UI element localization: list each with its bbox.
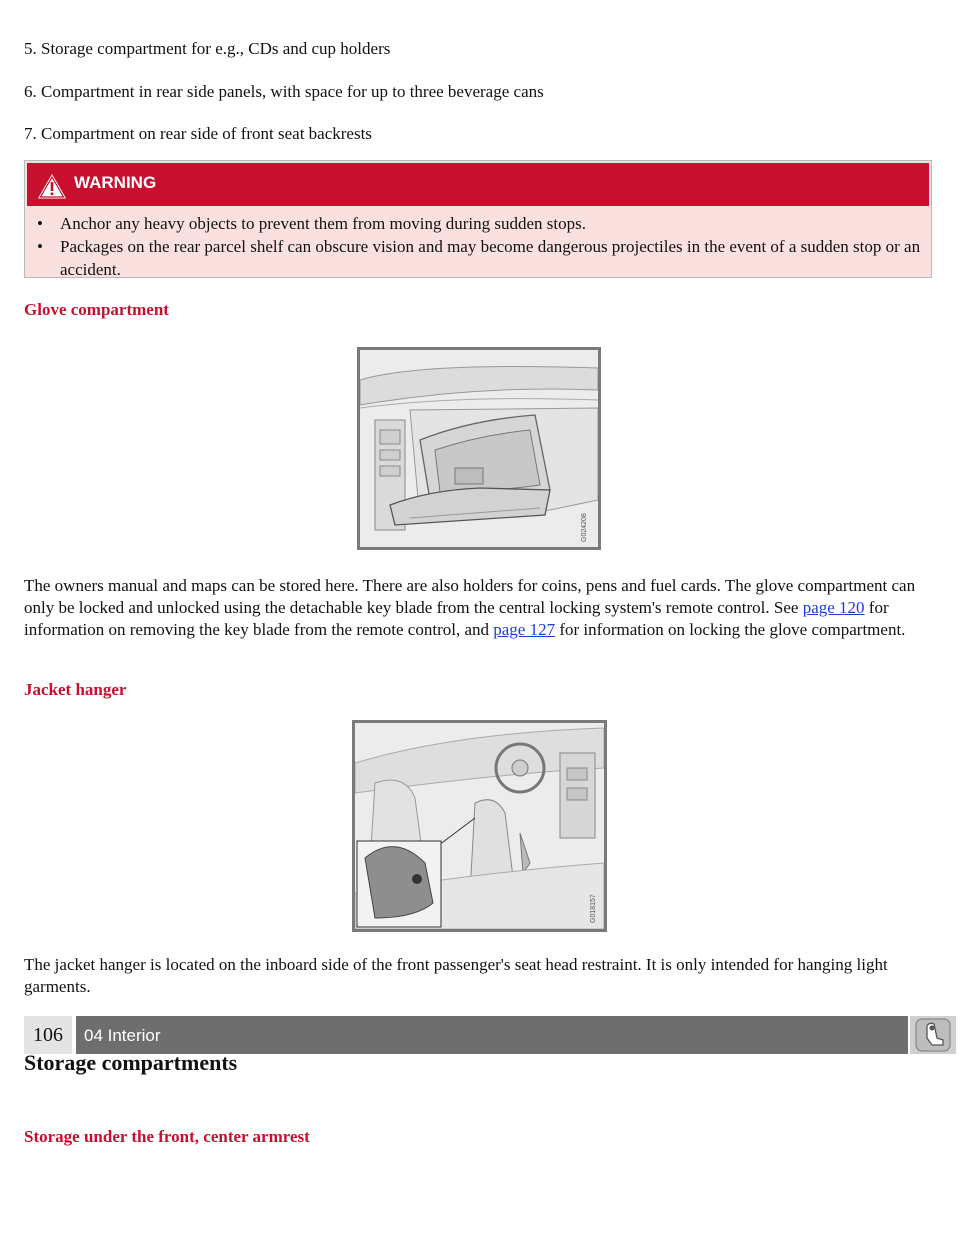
jacket-hanger-illustration — [355, 723, 604, 929]
glove-compartment-figure — [357, 347, 601, 550]
warning-list — [25, 212, 931, 281]
figure-code: G024208 — [581, 513, 588, 542]
page-120-link[interactable]: page 120 — [802, 598, 865, 617]
glove-compartment-text: The owners manual and maps can be stored here. There are also holders for coins, pens and fuel cards. The glove compartment can only be locked and unlocked using the detachable key blade from the central locking system's remote control. See page 120 for information on removing the key blade from the remote control, and page 127 for information on locking the glove compartment. — [24, 576, 916, 639]
jacket-hanger-figure — [352, 720, 607, 932]
figure-code: G018157 — [590, 894, 597, 923]
warning-header — [27, 163, 929, 206]
seat-icon — [910, 1016, 956, 1054]
page-127-link[interactable]: page 127 — [493, 620, 556, 639]
warning-box — [24, 160, 932, 278]
glove-compartment-heading: Glove compartment — [24, 300, 169, 319]
warning-item: • Packages on the rear parcel shelf can obscure vision and may become dangerous projectiles in the event of a sudden stop or an accident. — [33, 235, 931, 281]
warning-triangle-icon — [36, 171, 68, 201]
armrest-storage-heading: Storage under the front, center armrest — [24, 1127, 310, 1146]
warning-item: • Anchor any heavy objects to prevent them from moving during sudden stops. — [33, 212, 931, 235]
jacket-hanger-heading: Jacket hanger — [24, 680, 127, 699]
warning-title: WARNING — [74, 173, 157, 192]
storage-compartments-heading: Storage compartments — [24, 1050, 238, 1075]
page-number: 106 — [24, 1016, 72, 1054]
jacket-hanger-text: The jacket hanger is located on the inboard side of the front passenger's seat head restraint. It is only intended for hanging light garments. — [24, 955, 888, 996]
glove-compartment-illustration — [360, 350, 598, 547]
page-footer — [24, 1016, 932, 1054]
list-item-5: 5. Storage compartment for e.g., CDs and cup holders — [24, 39, 391, 58]
section-title: 04 Interior — [76, 1016, 908, 1054]
list-item-7: 7. Compartment on rear side of front seat backrests — [24, 124, 372, 143]
list-item-6: 6. Compartment in rear side panels, with space for up to three beverage cans — [24, 82, 544, 101]
